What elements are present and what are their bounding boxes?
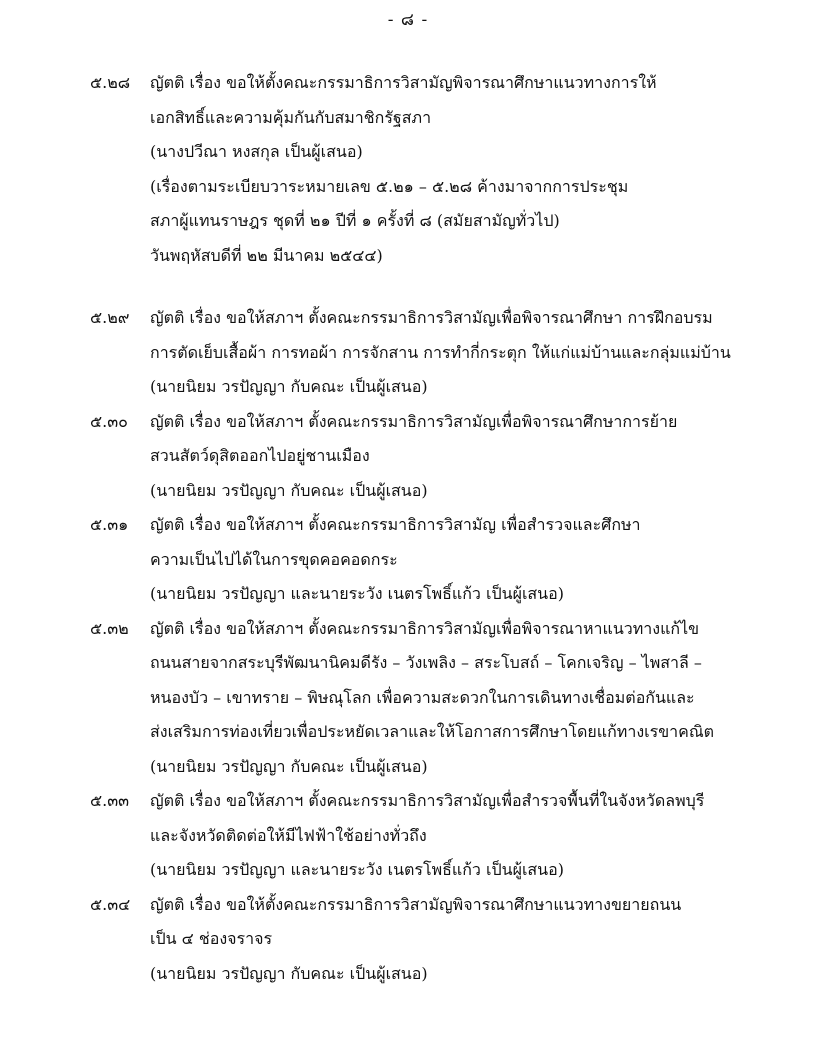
item-line: ญัตติ เรื่อง ขอให้ตั้งคณะกรรมาธิการวิสามัญพิจารณาศึกษาแนวทางขยายถนน (150, 894, 682, 914)
item-line: สวนสัตว์ดุสิตออกไปอยู่ชานเมือง (150, 446, 370, 465)
agenda-item (0, 888, 816, 992)
item-line: ถนนสายจากสระบุรีพัฒนานิคมดีรัง – วังเพลิง – สระโบสถ์ – โคกเจริญ – ไพสาลี – (150, 653, 702, 672)
item-line: ส่งเสริมการท่องเที่ยวเพื่อประหยัดเวลาและให้โอกาสการศึกษาโดยแก้ทางเรขาคณิต (150, 722, 715, 741)
item-line: วันพฤหัสบดีที่ ๒๒ มีนาคม ๒๕๔๔) (150, 245, 383, 265)
page-number: - ๘ - (387, 10, 429, 30)
item-line: ญัตติ เรื่อง ขอให้สภาฯ ตั้งคณะกรรมาธิการวิสามัญเพื่อพิจารณาศึกษาการย้าย (150, 411, 678, 431)
agenda-item (0, 405, 816, 509)
item-text (150, 405, 770, 509)
item-text (150, 784, 770, 888)
agenda-item (0, 66, 816, 273)
item-line: (เรื่องตามระเบียบวาระหมายเลข ๕.๒๑ – ๕.๒๘ ค้างมาจากการประชุม (150, 176, 629, 196)
item-line: ความเป็นไปได้ในการขุดคอคอดกระ (150, 549, 398, 569)
item-text (150, 301, 770, 405)
item-line: และจังหวัดติดต่อให้มีไฟฟ้าใช้อย่างทั่วถึง (150, 825, 427, 845)
item-line: เอกสิทธิ์และความคุ้มกันกับสมาชิกรัฐสภา (150, 107, 432, 127)
item-line: การตัดเย็บเสื้อผ้า การทอผ้า การจักสาน การทำกี่กระตุก ให้แก่แม่บ้านและกลุ่มแม่บ้าน (150, 342, 731, 362)
item-text (150, 612, 770, 785)
item-line: ญัตติ เรื่อง ขอให้สภาฯ ตั้งคณะกรรมาธิการวิสามัญเพื่อพิจารณาศึกษา การฝึกอบรม (150, 308, 713, 327)
item-number: ๕.๒๙ (90, 308, 130, 327)
item-line: ญัตติ เรื่อง ขอให้สภาฯ ตั้งคณะกรรมาธิการวิสามัญเพื่อสำรวจพื้นที่ในจังหวัดลพบุรี (150, 791, 705, 810)
agenda-item (0, 301, 816, 405)
agenda-item (0, 508, 816, 612)
agenda-list (0, 66, 816, 991)
item-line: เป็น ๔ ช่องจราจร (150, 929, 273, 948)
item-number: ๕.๓๒ (90, 618, 129, 638)
item-line: ญัตติ เรื่อง ขอให้ตั้งคณะกรรมาธิการวิสามัญพิจารณาศึกษาแนวทางการให้ (150, 73, 657, 92)
item-line: (นายนิยม วรปัญญา และนายระวัง เนตรโพธิ์แก้ว เป็นผู้เสนอ) (150, 860, 564, 879)
item-number: ๕.๓๐ (90, 411, 128, 431)
item-line: (นายนิยม วรปัญญา กับคณะ เป็นผู้เสนอ) (150, 963, 428, 983)
item-line: (นางปวีณา หงสกุล เป็นผู้เสนอ) (150, 142, 363, 161)
item-number: ๕.๓๔ (90, 894, 131, 914)
item-number: ๕.๓๓ (90, 791, 130, 810)
item-line: (นายนิยม วรปัญญา กับคณะ เป็นผู้เสนอ) (150, 377, 428, 396)
item-line: หนองบัว – เขาทราย – พิษณุโลก เพื่อความสะดวกในการเดินทางเชื่อมต่อกันและ (150, 687, 695, 707)
item-text (150, 508, 770, 612)
item-line: สภาผู้แทนราษฎร ชุดที่ ๒๑ ปีที่ ๑ ครั้งที่ ๘ (สมัยสามัญทั่วไป) (150, 211, 560, 230)
item-line: ญัตติ เรื่อง ขอให้สภาฯ ตั้งคณะกรรมาธิการวิสามัญ เพื่อสำรวจและศึกษา (150, 515, 641, 534)
item-text (150, 888, 770, 992)
agenda-item (0, 612, 816, 785)
item-number: ๕.๓๑ (90, 515, 129, 534)
item-line: (นายนิยม วรปัญญา กับคณะ เป็นผู้เสนอ) (150, 756, 428, 776)
item-text (150, 66, 770, 273)
agenda-item (0, 784, 816, 888)
item-line: ญัตติ เรื่อง ขอให้สภาฯ ตั้งคณะกรรมาธิการวิสามัญเพื่อพิจารณาหาแนวทางแก้ไข (150, 618, 700, 638)
item-number: ๕.๒๘ (90, 73, 131, 92)
item-line: (นายนิยม วรปัญญา กับคณะ เป็นผู้เสนอ) (150, 480, 428, 500)
item-line: (นายนิยม วรปัญญา และนายระวัง เนตรโพธิ์แก้ว เป็นผู้เสนอ) (150, 584, 564, 603)
spacer (0, 273, 816, 301)
